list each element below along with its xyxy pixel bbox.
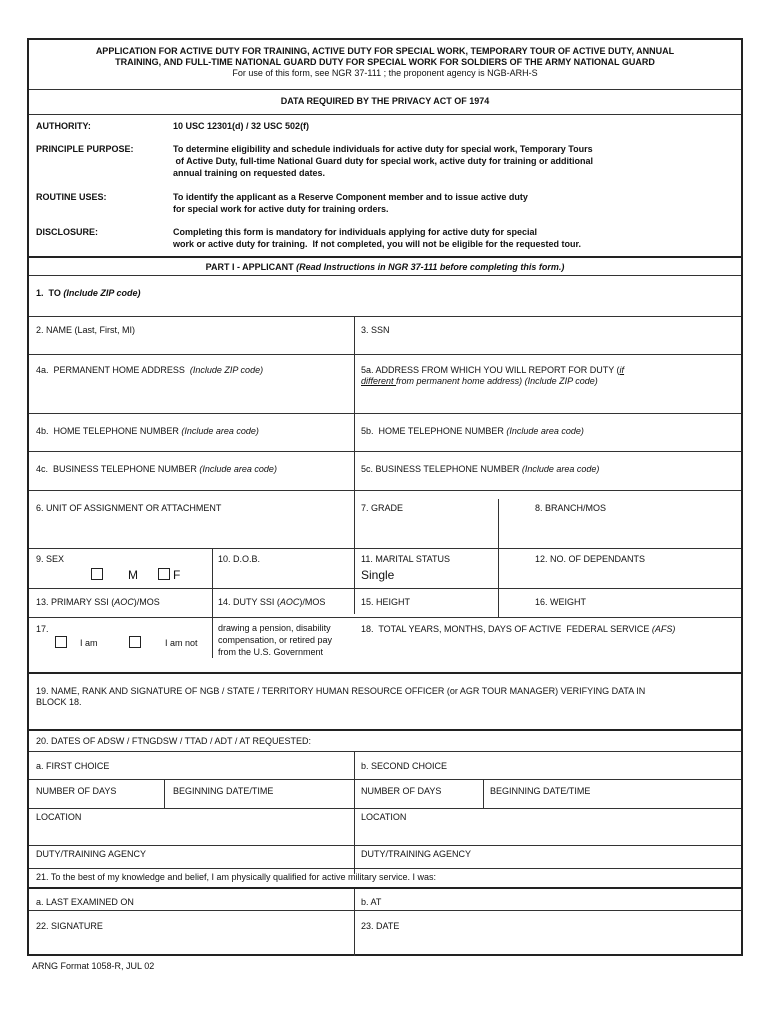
- disclosure-label: DISCLOSURE:: [36, 227, 99, 237]
- purpose-line-1: To determine eligibility and schedule individuals for active duty for special work, Temporary Tours: [173, 144, 593, 154]
- weight-label: 16. WEIGHT: [535, 597, 587, 607]
- report-address-label-line2: [361, 376, 598, 387]
- second-agency-label: DUTY/TRAINING AGENCY: [361, 849, 472, 859]
- exam-location-field[interactable]: [355, 889, 741, 910]
- to-field[interactable]: [29, 276, 741, 316]
- report-home-phone-field[interactable]: [355, 414, 741, 451]
- part1-heading-text: PART I - APPLICANT: [205, 262, 294, 272]
- to-label-text: 1. TO: [36, 288, 64, 298]
- part1-heading-note: (Read Instructions in NGR 37-111 before completing this form.): [296, 262, 565, 272]
- signature-field[interactable]: [29, 911, 354, 956]
- primary-ssi-aoc: AOC: [114, 597, 134, 607]
- pension-text-line-1: drawing a pension, disability: [218, 623, 331, 633]
- purpose-line-3: annual training on requested dates.: [173, 168, 326, 178]
- second-begin-field[interactable]: [484, 780, 741, 808]
- pension-label: 17.: [36, 624, 49, 634]
- afs-label: [361, 624, 675, 635]
- report-business-phone-label-text: 5c. BUSINESS TELEPHONE NUMBER: [361, 464, 522, 474]
- ssn-label: 3. SSN: [361, 325, 390, 335]
- afs-label-note: (AFS): [651, 624, 676, 634]
- branch-mos-field[interactable]: [499, 491, 741, 548]
- first-agency-label: DUTY/TRAINING AGENCY: [36, 849, 147, 859]
- branch-mos-label: 8. BRANCH/MOS: [535, 503, 607, 513]
- afs-field[interactable]: [355, 618, 741, 668]
- home-phone-label: [36, 426, 259, 437]
- report-address-different: different: [361, 376, 397, 386]
- primary-ssi-field[interactable]: [29, 589, 212, 617]
- second-location-label: LOCATION: [361, 812, 407, 822]
- divider: [29, 256, 741, 258]
- marital-status-label: 11. MARITAL STATUS: [361, 554, 451, 564]
- second-agency-field[interactable]: [355, 846, 741, 874]
- report-business-phone-label: [361, 464, 599, 475]
- dob-field[interactable]: [213, 549, 354, 588]
- date-label: 23. DATE: [361, 921, 400, 931]
- ssn-field[interactable]: [355, 317, 741, 354]
- home-phone-field[interactable]: [29, 414, 354, 451]
- form-title: [29, 46, 741, 79]
- pension-field: [29, 618, 354, 668]
- pension-text-line-2: compensation, or retired pay: [218, 635, 333, 645]
- business-phone-label: [36, 464, 277, 475]
- name-label: 2. NAME (Last, First, MI): [36, 325, 136, 335]
- marital-status-field[interactable]: [355, 549, 498, 588]
- primary-ssi-label-text: 13. PRIMARY SSI (: [36, 597, 115, 607]
- date-field[interactable]: [355, 911, 741, 956]
- uses-line-2: for special work for active duty for training orders.: [173, 204, 389, 214]
- grade-label: 7. GRADE: [361, 503, 404, 513]
- divider: [29, 868, 741, 869]
- first-location-field[interactable]: [29, 809, 354, 845]
- uses-line-1: To identify the applicant as a Reserve Component member and to issue active duty: [173, 192, 528, 202]
- last-examined-label: a. LAST EXAMINED ON: [36, 897, 134, 907]
- title-line-2: TRAINING, AND FULL-TIME NATIONAL GUARD DUTY FOR SPECIAL WORK FOR SOLDIERS OF THE ARMY NATIONAL GUARD: [115, 57, 655, 67]
- unit-label: 6. UNIT OF ASSIGNMENT OR ATTACHMENT: [36, 503, 222, 513]
- sex-m-checkbox[interactable]: [91, 568, 103, 580]
- physical-statement: 21. To the best of my knowledge and belief, I am physically qualified for active military service. I was:: [36, 872, 437, 882]
- second-location-field[interactable]: [355, 809, 741, 845]
- signature-label: 22. SIGNATURE: [36, 921, 103, 931]
- duty-ssi-mos: )/MOS: [299, 597, 326, 607]
- marital-status-value: Single: [361, 568, 395, 582]
- hr-officer-label-line-2: BLOCK 18.: [36, 697, 82, 707]
- first-days-label: NUMBER OF DAYS: [36, 786, 117, 796]
- hr-officer-label-line-1: 19. NAME, RANK AND SIGNATURE OF NGB / STATE / TERRITORY HUMAN RESOURCE OFFICER (or AGR TOUR MANAGER) VERIFYING DATA IN: [36, 686, 646, 696]
- report-home-phone-label: [361, 426, 584, 437]
- pension-i-am-checkbox[interactable]: [55, 636, 67, 648]
- second-days-label: NUMBER OF DAYS: [361, 786, 442, 796]
- report-address-label: [361, 365, 624, 376]
- sex-f-label: F: [173, 568, 181, 582]
- to-label-note: (Include ZIP code): [63, 288, 141, 298]
- business-phone-label-text: 4c. BUSINESS TELEPHONE NUMBER: [36, 464, 200, 474]
- second-begin-label: BEGINNING DATE/TIME: [490, 786, 591, 796]
- form-number: ARNG Format 1058-R, JUL 02: [32, 961, 155, 971]
- last-examined-field[interactable]: [29, 889, 354, 910]
- uses-label: ROUTINE USES:: [36, 192, 107, 202]
- report-business-phone-field[interactable]: [355, 452, 741, 490]
- sex-label: 9. SEX: [36, 554, 65, 564]
- purpose-line-2: of Active Duty, full-time National Guard duty for special work, active duty for training or additional: [173, 156, 594, 166]
- pension-text-line-3: from the U.S. Government: [218, 647, 324, 657]
- home-address-label-text: 4a. PERMANENT HOME ADDRESS: [36, 365, 190, 375]
- dob-label: 10. D.O.B.: [218, 554, 261, 564]
- sex-field: [29, 549, 212, 588]
- first-choice-label: a. FIRST CHOICE: [36, 761, 110, 771]
- grade-field[interactable]: [355, 491, 498, 548]
- first-agency-field[interactable]: [29, 846, 354, 874]
- report-address-field[interactable]: [355, 355, 741, 413]
- authority-label: AUTHORITY:: [36, 121, 91, 131]
- dependants-field[interactable]: [499, 549, 741, 588]
- report-address-if: if: [619, 365, 625, 375]
- purpose-label: PRINCIPLE PURPOSE:: [36, 144, 134, 154]
- primary-ssi-mos: )/MOS: [133, 597, 160, 607]
- first-begin-field[interactable]: [165, 780, 354, 808]
- duty-ssi-field[interactable]: [213, 589, 354, 617]
- authority-text: 10 USC 12301(d) / 32 USC 502(f): [173, 121, 310, 131]
- primary-ssi-label: [36, 597, 160, 608]
- pension-i-am-not-checkbox[interactable]: [129, 636, 141, 648]
- application-form: [27, 38, 743, 956]
- height-field[interactable]: [355, 589, 498, 617]
- home-address-field[interactable]: [29, 355, 354, 413]
- weight-field[interactable]: [499, 589, 741, 617]
- title-line-1: APPLICATION FOR ACTIVE DUTY FOR TRAINING, ACTIVE DUTY FOR SPECIAL WORK, TEMPORARY TOUR OF ACTIVE DUTY, ANNUAL: [95, 46, 675, 56]
- exam-location-label: b. AT: [361, 897, 382, 907]
- dates-requested-label: 20. DATES OF ADSW / FTNGDSW / TTAD / ADT / AT REQUESTED:: [36, 736, 312, 746]
- first-begin-label: BEGINNING DATE/TIME: [173, 786, 274, 796]
- divider: [29, 114, 741, 115]
- unit-field[interactable]: [29, 491, 354, 548]
- sex-f-checkbox[interactable]: [158, 568, 170, 580]
- pension-i-am-label: I am: [80, 638, 98, 648]
- business-phone-label-note: (Include area code): [199, 464, 277, 474]
- second-days-field[interactable]: [355, 780, 483, 808]
- business-phone-field[interactable]: [29, 452, 354, 490]
- hr-officer-field[interactable]: [29, 674, 741, 728]
- afs-label-text: 18. TOTAL YEARS, MONTHS, DAYS OF ACTIVE FEDERAL SERVICE: [361, 624, 652, 634]
- first-days-field[interactable]: [29, 780, 164, 808]
- pension-i-am-not-label: I am not: [165, 638, 198, 648]
- sex-m-label: M: [128, 568, 138, 582]
- first-location-label: LOCATION: [36, 812, 82, 822]
- report-home-phone-label-text: 5b. HOME TELEPHONE NUMBER: [361, 426, 507, 436]
- home-phone-label-text: 4b. HOME TELEPHONE NUMBER: [36, 426, 182, 436]
- report-business-phone-label-note: (Include area code): [521, 464, 600, 474]
- report-address-note: from permanent home address) (Include ZIP code): [396, 376, 598, 386]
- home-address-label: [36, 365, 263, 376]
- second-choice-label: b. SECOND CHOICE: [361, 761, 448, 771]
- divider: [29, 89, 741, 90]
- home-address-label-note: (Include ZIP code): [189, 365, 264, 375]
- part1-heading: [29, 262, 741, 273]
- disclosure-line-1: Completing this form is mandatory for individuals applying for active duty for special: [173, 227, 538, 237]
- duty-ssi-label-text: 14. DUTY SSI (: [218, 597, 280, 607]
- form-subtitle: For use of this form, see NGR 37-111 ; the proponent agency is NGB-ARH-S: [232, 68, 538, 78]
- report-address-label-text: 5a. ADDRESS FROM WHICH YOU WILL REPORT FOR DUTY (: [361, 365, 620, 375]
- report-home-phone-label-note: (Include area code): [506, 426, 584, 436]
- duty-ssi-aoc: AOC: [279, 597, 300, 607]
- privacy-heading: DATA REQUIRED BY THE PRIVACY ACT OF 1974: [280, 96, 490, 106]
- dependants-label: 12. NO. OF DEPENDANTS: [535, 554, 646, 564]
- divider: [29, 751, 741, 752]
- to-label: [36, 288, 141, 299]
- disclosure-line-2: work or active duty for training. If not completed, you will not be eligible for the requested tour.: [173, 239, 582, 249]
- duty-ssi-label: [218, 597, 325, 608]
- home-phone-label-note: (Include area code): [181, 426, 259, 436]
- name-field[interactable]: [29, 317, 354, 354]
- height-label: 15. HEIGHT: [361, 597, 411, 607]
- divider: [29, 729, 741, 731]
